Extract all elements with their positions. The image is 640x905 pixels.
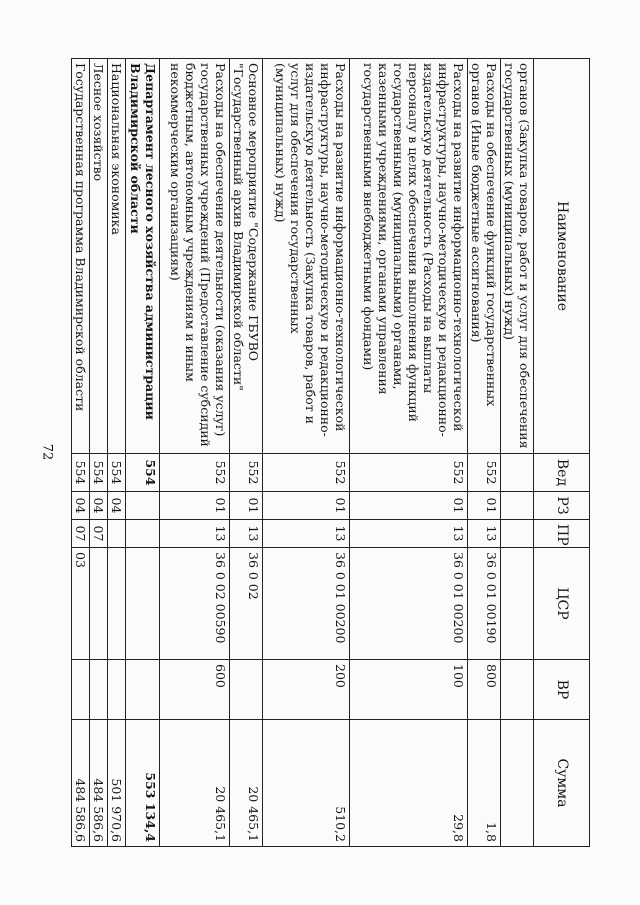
table-row: [468, 59, 501, 847]
budget-table: [71, 58, 590, 847]
cell-name: Государственная программа Владимирской области: [72, 59, 90, 454]
table-viewport: [73, 58, 590, 848]
cell-sum: 20 465,1: [230, 720, 263, 847]
cell-sum: 20 465,1: [160, 720, 230, 847]
header-sum: Сумма: [534, 720, 590, 847]
cell-rz: 01: [263, 492, 350, 520]
cell-rz: 01: [230, 492, 263, 520]
cell-sum: 553 134,4: [126, 720, 160, 847]
cell-ved: 554: [72, 454, 90, 492]
cell-name: Департамент лесного хозяйства администрации Владимирской области: [126, 59, 160, 454]
cell-ved: 554: [126, 454, 160, 492]
cell-sum: 510,2: [263, 720, 350, 847]
table-row: [90, 59, 108, 847]
table-row: [72, 59, 90, 847]
cell-vr: 200: [263, 660, 350, 720]
cell-csr: [90, 548, 108, 660]
cell-sum: 501 970,6: [108, 720, 126, 847]
cell-sum: 1,8: [468, 720, 501, 847]
cell-name: органов (Закупка товаров, работ и услуг для обеспечения государственных (муниципальных) нужд): [501, 59, 534, 454]
cell-vr: [501, 660, 534, 720]
cell-ved: 552: [230, 454, 263, 492]
cell-pr: 13: [350, 520, 468, 548]
cell-csr: [501, 548, 534, 660]
cell-pr: 13: [160, 520, 230, 548]
cell-vr: [108, 660, 126, 720]
header-row: [534, 59, 590, 847]
cell-ved: 552: [350, 454, 468, 492]
cell-name: Расходы на развитие информационно-технологической инфраструктуры, научно-методическую и редакционно-издательскую деятельность (Закупка товаров, работ и услуг для обеспечения государственных (муниципальных) нужд): [263, 59, 350, 454]
cell-pr: 13: [468, 520, 501, 548]
cell-pr: [126, 520, 160, 548]
table-row: [501, 59, 534, 847]
cell-sum: 484 586,6: [72, 720, 90, 847]
cell-ved: 554: [108, 454, 126, 492]
cell-name: Национальная экономика: [108, 59, 126, 454]
cell-rz: 04: [72, 492, 90, 520]
cell-csr: 36 0 02: [230, 548, 263, 660]
cell-pr: [108, 520, 126, 548]
page-number: 72: [39, 443, 55, 461]
cell-ved: 552: [263, 454, 350, 492]
header-vr: ВР: [534, 660, 590, 720]
budget-sheet: [73, 58, 590, 848]
header-rz: РЗ: [534, 492, 590, 520]
header-name: Наименование: [534, 59, 590, 454]
cell-pr: 07: [90, 520, 108, 548]
table-row: [350, 59, 468, 847]
cell-rz: 01: [160, 492, 230, 520]
cell-rz: 01: [350, 492, 468, 520]
cell-vr: [72, 660, 90, 720]
cell-csr: [108, 548, 126, 660]
cell-rz: 04: [108, 492, 126, 520]
cell-vr: [126, 660, 160, 720]
cell-pr: 13: [263, 520, 350, 548]
cell-name: Расходы на развитие информационно-технологической инфраструктуры, научно-методическую и редакционно-издательскую деятельность (Расходы на выплаты персоналу в целях обеспечения выполнения функций государственными (муниципальными) органами, казенными учреждениями, органами управления государственными внебюджетными фондами): [350, 59, 468, 454]
cell-rz: [126, 492, 160, 520]
cell-name: Расходы на обеспечение деятельности (оказания услуг) государственных учреждений (Предоставление субсидий бюджетным, автономным учреждениям и иным некоммерческим организациям): [160, 59, 230, 454]
cell-sum: 484 586,6: [90, 720, 108, 847]
cell-name: Расходы на обеспечение функций государственных органов (Иные бюджетные ассигнования): [468, 59, 501, 454]
cell-vr: 800: [468, 660, 501, 720]
cell-rz: 04: [90, 492, 108, 520]
header-ved: Вед: [534, 454, 590, 492]
table-row: [230, 59, 263, 847]
cell-vr: 100: [350, 660, 468, 720]
cell-ved: 552: [160, 454, 230, 492]
cell-csr: 36 0 02 00590: [160, 548, 230, 660]
header-csr: ЦСР: [534, 548, 590, 660]
cell-sum: [501, 720, 534, 847]
cell-pr: [501, 520, 534, 548]
table-row: [263, 59, 350, 847]
cell-pr: 07: [72, 520, 90, 548]
cell-csr: [126, 548, 160, 660]
table-row: [160, 59, 230, 847]
cell-csr: 36 0 01 00200: [263, 548, 350, 660]
cell-rz: [501, 492, 534, 520]
cell-name: Лесное хозяйство: [90, 59, 108, 454]
cell-csr: 03: [72, 548, 90, 660]
cell-ved: 554: [90, 454, 108, 492]
cell-ved: [501, 454, 534, 492]
cell-ved: 552: [468, 454, 501, 492]
cell-csr: 36 0 01 00190: [468, 548, 501, 660]
cell-pr: 13: [230, 520, 263, 548]
table-row: [108, 59, 126, 847]
cell-sum: 29,8: [350, 720, 468, 847]
cell-vr: 600: [160, 660, 230, 720]
cell-vr: [230, 660, 263, 720]
header-pr: ПР: [534, 520, 590, 548]
cell-vr: [90, 660, 108, 720]
cell-csr: 36 0 01 00200: [350, 548, 468, 660]
cell-rz: 01: [468, 492, 501, 520]
table-row: [126, 59, 160, 847]
cell-name: Основное мероприятие "Содержание ГБУВО "Государственный архив Владимирской области": [230, 59, 263, 454]
